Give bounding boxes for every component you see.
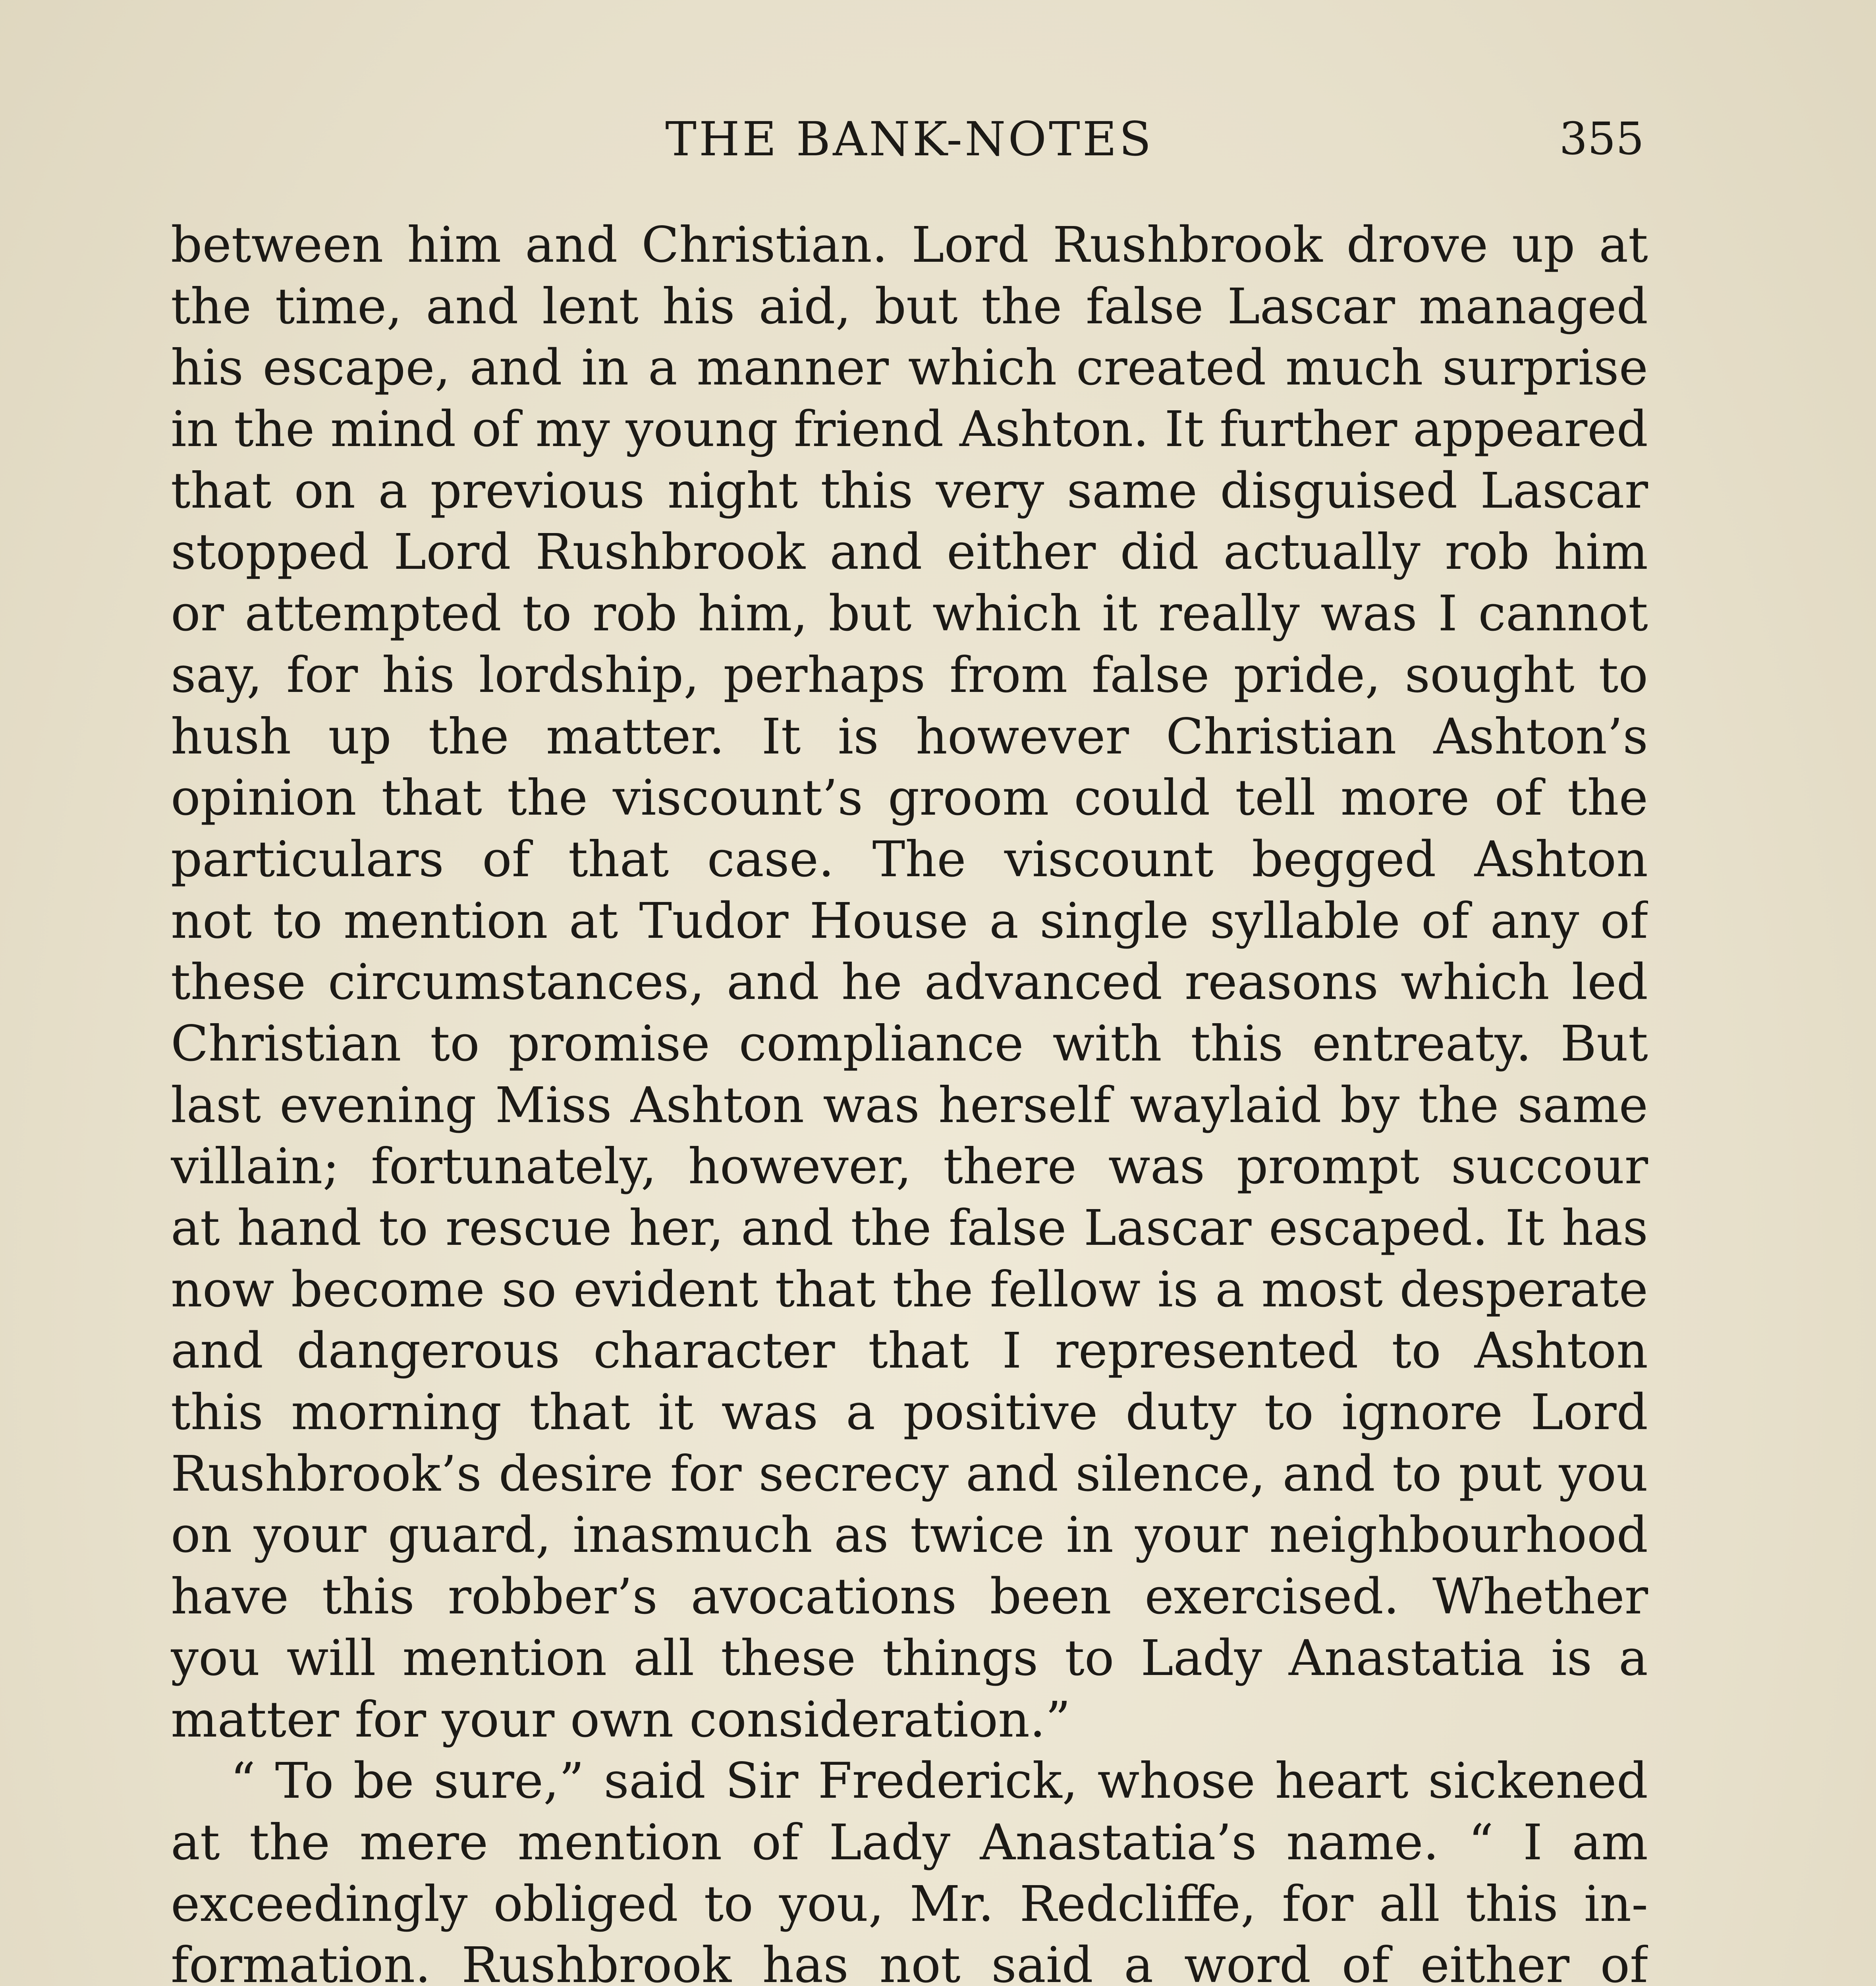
- text-line: exceedingly obliged to you, Mr. Redcliffe, for all this in-: [171, 1875, 1648, 1933]
- text-line: you will mention all these things to Lady Anastatia is a: [171, 1629, 1648, 1687]
- text-line: say, for his lordship, perhaps from false pride, sought to: [171, 646, 1648, 704]
- body-text: [171, 214, 1648, 1986]
- running-title: THE BANK-NOTES: [665, 112, 1154, 166]
- text-line: the time, and lent his aid, but the false Lascar managed: [171, 278, 1648, 335]
- text-line: between him and Christian. Lord Rushbrook drove up at: [171, 216, 1648, 274]
- text-line: in the mind of my young friend Ashton. It further appeared: [171, 401, 1648, 458]
- text-line: that on a previous night this very same disguised Lascar: [171, 462, 1648, 520]
- text-line: hush up the matter. It is however Christian Ashton’s: [171, 708, 1648, 765]
- text-line: Rushbrook’s desire for secrecy and silence, and to put you: [171, 1445, 1648, 1503]
- text-line: his escape, and in a manner which created much surprise: [171, 339, 1648, 397]
- text-line: this morning that it was a positive duty to ignore Lord: [171, 1384, 1648, 1441]
- text-line: villain; fortunately, however, there was prompt succour: [171, 1138, 1648, 1196]
- page-header: [175, 107, 1644, 171]
- text-line: Christian to promise compliance with this entreaty. But: [171, 1015, 1648, 1072]
- text-line: last evening Miss Ashton was herself waylaid by the same: [171, 1076, 1648, 1134]
- text-line: particulars of that case. The viscount begged Ashton: [171, 831, 1648, 888]
- text-line: on your guard, inasmuch as twice in your neighbourhood: [171, 1507, 1648, 1564]
- page-number: 355: [1559, 113, 1644, 165]
- text-line: these circumstances, and he advanced reasons which led: [171, 954, 1648, 1011]
- text-line: at hand to rescue her, and the false Lascar escaped. It has: [171, 1200, 1648, 1257]
- text-line: now become so evident that the fellow is a most desperate: [171, 1261, 1648, 1318]
- text-line: have this robber’s avocations been exercised. Whether: [171, 1568, 1648, 1626]
- text-line: opinion that the viscount’s groom could tell more of the: [171, 769, 1648, 827]
- text-line: or attempted to rob him, but which it really was I cannot: [171, 585, 1648, 643]
- text-line: and dangerous character that I represented to Ashton: [171, 1322, 1648, 1380]
- text-line: not to mention at Tudor House a single syllable of any of: [171, 892, 1648, 950]
- paragraph-start-line: “ To be sure,” said Sir Frederick, whose heart sickened: [230, 1752, 1648, 1810]
- text-line: formation. Rushbrook has not said a word of either of: [171, 1937, 1648, 1986]
- text-line: matter for your own consideration.”: [171, 1691, 1071, 1748]
- text-line: at the mere mention of Lady Anastatia’s name. “ I am: [171, 1814, 1648, 1871]
- text-line: stopped Lord Rushbrook and either did actually rob him: [171, 524, 1648, 581]
